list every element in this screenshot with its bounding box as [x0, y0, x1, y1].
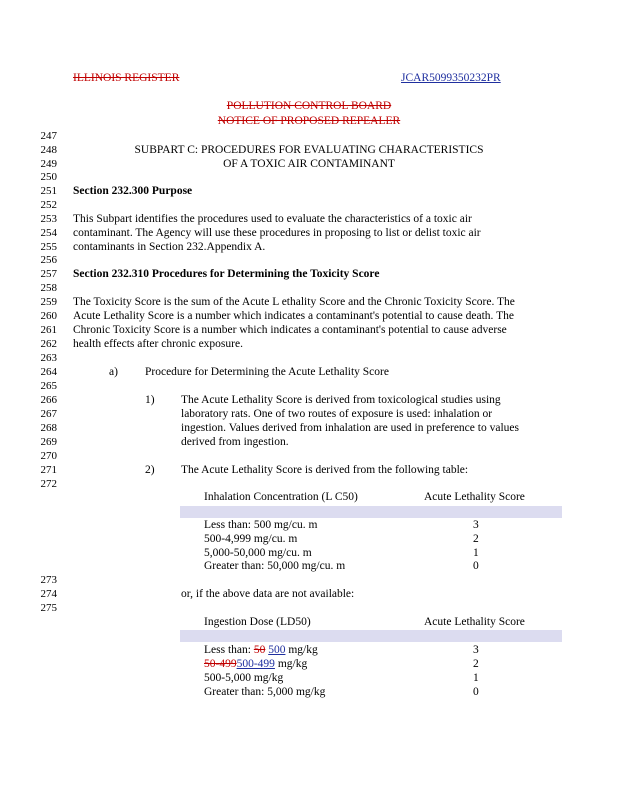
line-number: 274 — [40, 588, 57, 600]
inhalation-col-header: Inhalation Concentration (L C50) — [204, 491, 358, 503]
score-col-header: Acute Lethality Score — [424, 491, 525, 503]
line-number: 263 — [40, 352, 57, 364]
line-number: 267 — [40, 408, 57, 420]
line-number: 269 — [40, 436, 57, 448]
line-number: 265 — [40, 380, 57, 392]
line-number: 247 — [40, 130, 57, 142]
table-row-score: 2 — [473, 533, 479, 545]
table-row-score: 3 — [473, 644, 479, 656]
line-number: 271 — [40, 464, 57, 476]
table-row-range: Greater than: 50,000 mg/cu. m — [204, 560, 346, 572]
line-number: 262 — [40, 338, 57, 350]
section-300-heading: Section 232.300 Purpose — [73, 185, 193, 197]
line-number: 254 — [40, 227, 57, 239]
section-310-para-line: The Toxicity Score is the sum of the Acute L ethality Score and the Chronic Toxicity Score. The — [73, 296, 515, 308]
item-1-line: ingestion. Values derived from inhalation are used in preference to values — [181, 422, 519, 434]
table-row-score: 0 — [473, 686, 479, 698]
line-number: 268 — [40, 422, 57, 434]
register-header: ILLINOIS REGISTER — [73, 72, 180, 84]
ingestion-col-header: Ingestion Dose (LD50) — [204, 616, 311, 628]
line-number: 257 — [40, 268, 57, 280]
line-number: 248 — [40, 144, 57, 156]
item-1-label: 1) — [145, 394, 155, 406]
range-unit: mg/kg — [285, 644, 318, 656]
deleted-text: 50 — [253, 644, 266, 656]
section-310-heading: Section 232.310 Procedures for Determining the Toxicity Score — [73, 268, 380, 280]
subpart-title-line1: SUBPART C: PROCEDURES FOR EVALUATING CHARACTERISTICS — [134, 144, 484, 156]
line-number: 270 — [40, 450, 57, 462]
section-300-para-line: contaminants in Section 232.Appendix A. — [73, 241, 266, 253]
item-2-text: The Acute Lethality Score is derived from the following table: — [181, 464, 469, 476]
table-row-score: 1 — [473, 672, 479, 684]
line-number: 266 — [40, 394, 57, 406]
subpart-title-line2: OF A TOXIC AIR CONTAMINANT — [223, 158, 395, 170]
item-a-text: Procedure for Determining the Acute Lethality Score — [145, 366, 389, 378]
line-number: 260 — [40, 310, 57, 322]
item-a-label: a) — [109, 366, 118, 378]
table-row-score: 0 — [473, 560, 479, 572]
section-310-para-line: health effects after chronic exposure. — [73, 338, 243, 350]
range-unit: mg/kg — [274, 658, 308, 670]
table-row-range: 5,000-50,000 mg/cu. m — [204, 547, 312, 559]
line-number: 253 — [40, 213, 57, 225]
line-number: 272 — [40, 478, 57, 490]
line-number: 264 — [40, 366, 57, 378]
section-300-para-line: This Subpart identifies the procedures used to evaluate the characteristics of a toxic air — [73, 213, 472, 225]
inserted-text: 500-499 — [236, 658, 275, 670]
item-1-line: derived from ingestion. — [181, 436, 289, 448]
line-number: 255 — [40, 241, 57, 253]
alternate-data-note: or, if the above data are not available: — [181, 588, 355, 600]
deleted-text: 50-499 — [204, 658, 237, 670]
range-prefix: Less than: — [204, 644, 254, 656]
table-row-score: 3 — [473, 519, 479, 531]
table-header-shade — [180, 506, 562, 518]
line-number: 275 — [40, 602, 57, 614]
table-row-range — [204, 658, 307, 670]
line-number: 258 — [40, 282, 57, 294]
notice-title: NOTICE OF PROPOSED REPEALER — [217, 115, 401, 127]
inserted-text: 500 — [268, 644, 286, 656]
item-1-line: The Acute Lethality Score is derived from toxicological studies using — [181, 394, 501, 406]
item-2-label: 2) — [145, 464, 155, 476]
line-number: 249 — [40, 158, 57, 170]
score-col-header: Acute Lethality Score — [424, 616, 525, 628]
line-number: 250 — [40, 171, 57, 183]
table-row-range: Less than: 500 mg/cu. m — [204, 519, 318, 531]
item-1-line: laboratory rats. One of two routes of exposure is used: inhalation or — [181, 408, 493, 420]
jcar-code: JCAR5099350232PR — [401, 72, 501, 84]
line-number: 256 — [40, 254, 57, 266]
line-number: 251 — [40, 185, 57, 197]
line-number: 252 — [40, 199, 57, 211]
table-row-score: 2 — [473, 658, 479, 670]
table-row-range: 500-5,000 mg/kg — [204, 672, 284, 684]
table-row-range: 500-4,999 mg/cu. m — [204, 533, 298, 545]
line-number: 261 — [40, 324, 57, 336]
table-row-range: Greater than: 5,000 mg/kg — [204, 686, 326, 698]
section-310-para-line: Chronic Toxicity Score is a number which indicates a contaminant's potential to cause adverse — [73, 324, 507, 336]
agency-name: POLLUTION CONTROL BOARD — [226, 100, 392, 112]
table-row-score: 1 — [473, 547, 479, 559]
section-300-para-line: contaminant. The Agency will use these procedures in proposing to list or delist toxic air — [73, 227, 481, 239]
line-number: 273 — [40, 574, 57, 586]
line-number: 259 — [40, 296, 57, 308]
table-header-shade — [180, 630, 562, 642]
table-row-range — [204, 644, 318, 656]
section-310-para-line: Acute Lethality Score is a number which indicates a contaminant's potential to cause death. The — [73, 310, 514, 322]
